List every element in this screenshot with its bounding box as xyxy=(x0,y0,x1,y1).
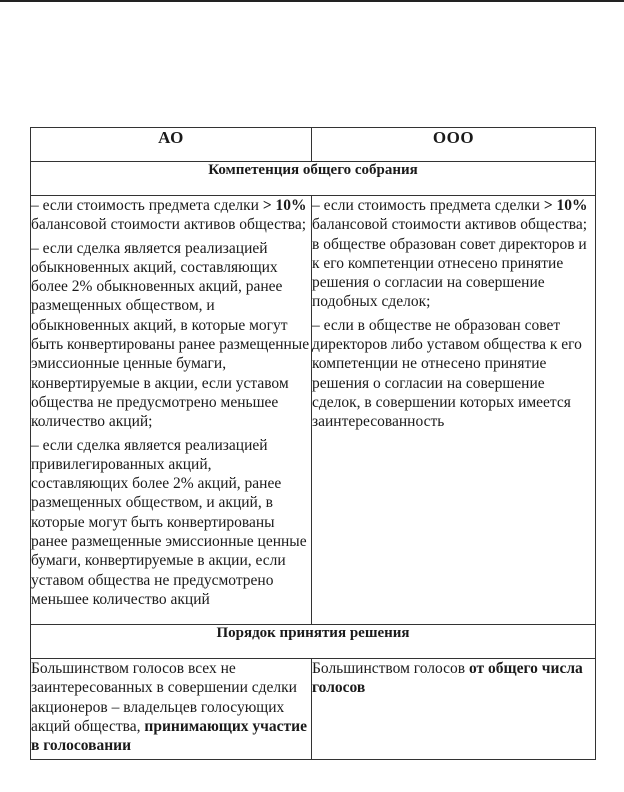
text-run: – если сделка является реализацией привилегированных акций, составляющих более 2% акций, ранее размещенных обществом, и акций, в которые могут быть конвертированы ранее размещенные эмиссионные ценные бумаги, конвертируемые в акции, если уставом общества не предусмотрено меньшее количество акций xyxy=(31,436,307,608)
column-header-ao: АО xyxy=(31,128,312,162)
paragraph xyxy=(31,239,311,432)
header-row xyxy=(31,128,596,162)
decision-ooo-cell xyxy=(312,659,596,760)
competence-ao-cell xyxy=(31,196,312,625)
comparison-table xyxy=(30,127,596,760)
text-run: Большинством голосов xyxy=(312,660,469,677)
paragraph xyxy=(312,316,595,432)
paragraph xyxy=(31,196,311,235)
decision-ao-cell xyxy=(31,659,312,760)
paragraph xyxy=(31,659,311,755)
decision-content-row xyxy=(31,659,596,760)
text-run: балансовой стоимости активов общества; xyxy=(31,216,307,234)
paragraph xyxy=(312,659,595,698)
section-title-decision: Порядок принятия решения xyxy=(31,625,596,659)
competence-ooo-cell xyxy=(312,196,596,625)
text-run: балансовой стоимости активов общества; в обществе образован совет директоров и к его компетенции отнесено принятие решения о согласии на совершение подобных сделок; xyxy=(312,216,588,311)
text-run: – если сделка является реализацией обыкновенных акций, составляющих более 2% обыкновенных акций, ранее размещенных обществом, и обыкновенных акций, в которые могут быть конвертированы ранее размещенные эмиссионные ценные бумаги, конвертируемые в акции, если уставом общества не предусмотрено меньшее количество акций; xyxy=(31,239,310,431)
top-rule xyxy=(0,0,624,2)
paragraph xyxy=(312,196,595,312)
text-run: – если стоимость предмета сделки xyxy=(31,197,263,214)
text-run: – если в обществе не образован совет директоров либо уставом общества к его компетенции не отнесено принятие решения о согласии на совершение сделок, в совершении которых имеется заинтересованность xyxy=(312,316,582,431)
text-run: Большинством голосов всех не заинтересованных в совершении сделки акционеров – владельцев голосующих акций общества, xyxy=(31,660,297,735)
section-row-competence xyxy=(31,162,596,196)
column-header-ooo: ООО xyxy=(312,128,596,162)
section-title-competence: Компетенция общего собрания xyxy=(31,162,596,196)
bold-text-run: от общего числа голосов xyxy=(312,660,583,697)
competence-content-row xyxy=(31,196,596,625)
bold-text-run: > 10% xyxy=(543,197,588,214)
paragraph xyxy=(31,436,311,610)
bold-text-run: > 10% xyxy=(262,197,307,214)
section-row-decision xyxy=(31,625,596,659)
bold-text-run: принимающих участие в голосовании xyxy=(31,717,307,755)
text-run: – если стоимость предмета сделки xyxy=(312,197,544,214)
